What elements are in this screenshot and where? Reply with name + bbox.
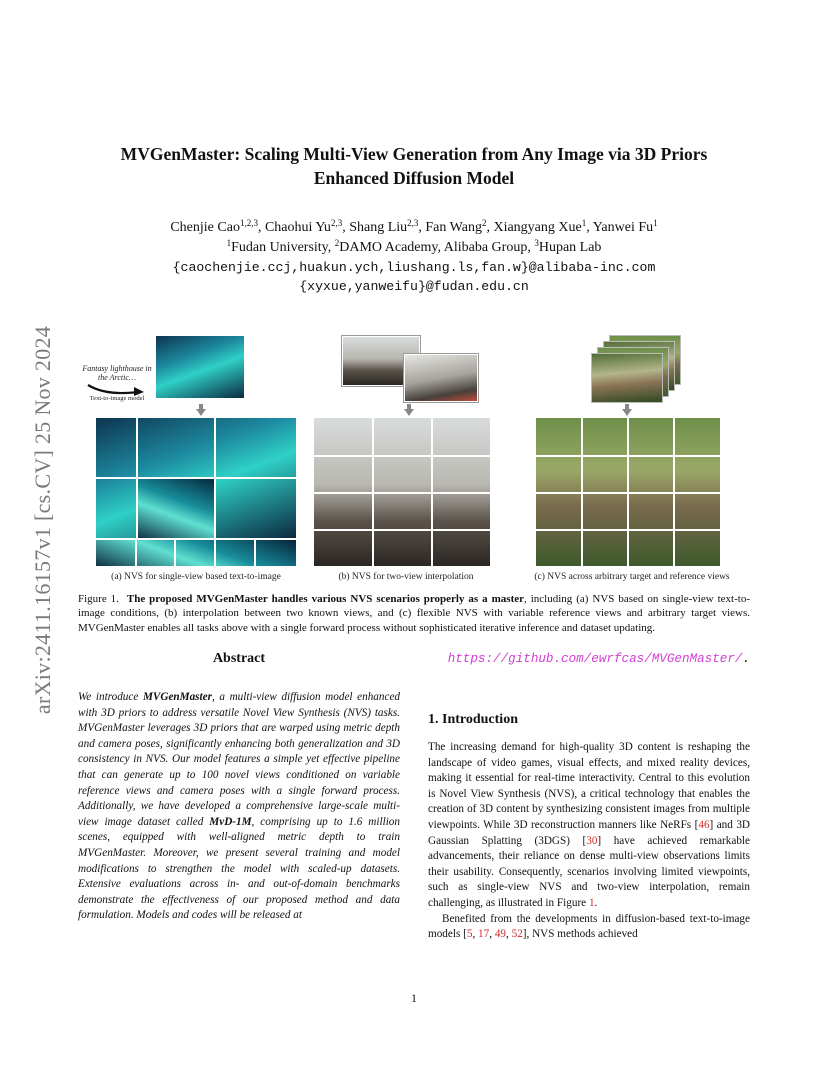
output-strip-a — [96, 540, 296, 566]
input-view-2 — [404, 354, 478, 402]
github-link[interactable]: https://github.com/ewrfcas/MVGenMaster/. — [447, 652, 750, 666]
citation-link[interactable]: 46 — [698, 818, 710, 831]
down-arrow-icon — [196, 404, 206, 416]
arxiv-stamp-text: arXiv:2411.16157v1 [cs.CV] 25 Nov 2024 — [30, 325, 55, 715]
title-line-1: MVGenMaster: Scaling Multi-View Generation from Any Image via 3D Priors — [120, 144, 708, 164]
down-arrow-icon — [622, 404, 632, 416]
subcaption-b: (b) NVS for two-view interpolation — [338, 572, 474, 582]
subcaption-c: (c) NVS across arbitrary target and reference views — [534, 572, 730, 582]
intro-paragraph-1: The increasing demand for high-quality 3D content is reshaping the landscape of video games, visual effects, and mixed reality devices, making it essential for real-time interactivity. Central to this evolution is Novel View Synthesis (NVS), a critical technology that enables the creation of 3D content by synthesizing consistent images from multiple viewpoints. While 3D reconstruction manners like NeRFs [46] and 3D Gaussian Splatting (3DGS) [30] have achieved remarkable advancements, their reliance on dense multi-view observations limits their usability. Consequently, scenarios involving limited viewpoints, such as single-view NVS and two-view interpolation, remain challenging, as illustrated in Figure 1. — [428, 741, 750, 909]
email-line-2: {xyxue,yanweifu}@fudan.edu.cn — [299, 279, 529, 294]
reference-view — [592, 354, 662, 402]
intro-paragraph-2: Benefited from the developments in diffusion-based text-to-image models [5, 17, 49, 52], NVS methods achieved — [428, 912, 750, 941]
email-line-1: {caochenjie.ccj,huakun.ych,liushang.ls,fan.w}@alibaba-inc.com — [172, 260, 656, 275]
input-image-aurora — [156, 336, 244, 398]
citation-link[interactable]: 30 — [586, 834, 598, 847]
section-heading-introduction: 1. Introduction — [428, 712, 518, 727]
down-arrow-icon — [404, 404, 414, 416]
author: Xiangyang Xue$^1$ — [493, 218, 587, 235]
output-view-a-center — [137, 478, 215, 538]
figure-ref-link[interactable]: 1 — [588, 896, 595, 909]
author: Shang Liu$^{2,3}$ — [349, 218, 419, 235]
introduction-text — [428, 740, 750, 943]
page-number: 1 — [411, 991, 417, 1005]
affiliation: DAMO Academy, Alibaba Group — [339, 240, 528, 255]
author: Yanwei Fu$^1$ — [592, 218, 658, 235]
subcaption-a: (a) NVS for single-view based text-to-image — [111, 572, 281, 582]
affiliations: $^1$Fudan University, $^2$DAMO Academy, Alibaba Group, $^3$Hupan Lab — [226, 238, 602, 255]
citation-link[interactable]: 49 — [494, 928, 506, 941]
author-list: Chenjie Cao$^{1,2,3}$, Chaohui Yu$^{2,3}$, Shang Liu$^{2,3}$, Fan Wang$^2$, Xiangyang Xue$^1$, Yanwei Fu$^1$ — [170, 218, 658, 235]
citation-link[interactable]: 17 — [478, 928, 490, 941]
abstract-heading: Abstract — [212, 651, 266, 666]
abstract-text: We introduce MVGenMaster, a multi-view diffusion model enhanced with 3D priors to address versatile Novel View Synthesis (NVS) tasks. MVGenMaster leverages 3D priors that are warped using metric depth and camera poses, significantly enhancing both generalization and 3D consistency in NVS. Our model features a simple yet effective pipeline that can generate up to 100 novel views conditioned on variable reference views and camera poses with a single forward process. Additionally, we have developed a comprehensive large-scale multi-view image dataset called MvD-1M, comprising up to 1.6 million scenes, equipped with well-aligned metric depth to train MVGenMaster. Moreover, we present several training and model modifications to strengthen the model with scaled-up datasets. Extensive evaluations across in- and out-of-domain benchmarks demonstrate the effectiveness of our proposed method and data formulation. Models and codes will be released at — [78, 691, 401, 922]
figure-caption: Figure 1. The proposed MVGenMaster handles various NVS scenarios properly as a master, including (a) NVS based on single-view text-to-image conditions, (b) interpolation between two known views, and (c) flexible NVS with variable reference views and arbitrary target views. MVGenMaster enables all tasks above with a single forward process without sophisticated iterative inference and dataset updating. — [78, 593, 750, 634]
citation-link[interactable]: 52 — [511, 928, 523, 941]
affiliation: Fudan University — [231, 240, 328, 255]
author: Fan Wang$^2$ — [425, 218, 487, 235]
title-line-2: Enhanced Diffusion Model — [313, 168, 515, 188]
author: Chenjie Cao$^{1,2,3}$ — [170, 218, 258, 235]
citation-link[interactable]: 5 — [466, 928, 473, 941]
affiliation: Hupan Lab — [538, 240, 602, 255]
t2i-label: Text-to-image model — [89, 395, 145, 402]
prompt-note: Fantasy lighthouse in the Arctic… — [82, 364, 152, 382]
author: Chaohui Yu$^{2,3}$ — [264, 218, 343, 235]
